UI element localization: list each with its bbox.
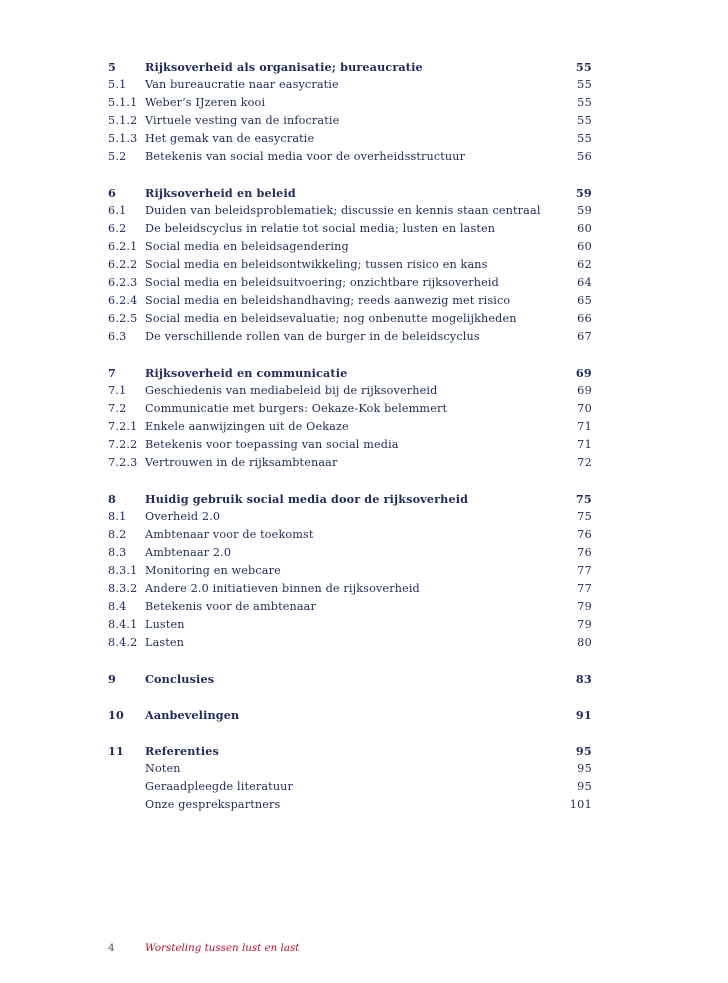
- toc-page-number: 55: [577, 114, 592, 127]
- toc-page-number: 64: [577, 276, 592, 289]
- toc-entry-row[interactable]: [108, 562, 592, 580]
- toc-page-number: 76: [577, 546, 592, 559]
- toc-page-number: 71: [577, 420, 592, 433]
- toc-title: Aanbevelingen: [145, 708, 240, 722]
- toc-page-number: 75: [577, 510, 592, 523]
- table-of-contents: [108, 58, 592, 814]
- toc-entry-row[interactable]: [108, 202, 592, 220]
- toc-entry-row[interactable]: [108, 328, 592, 346]
- toc-entry-row[interactable]: [108, 130, 592, 148]
- toc-entry-row[interactable]: [108, 112, 592, 130]
- toc-number: 7.2.2: [108, 438, 138, 451]
- section-gap: [108, 472, 592, 490]
- toc-title: Betekenis voor de ambtenaar: [145, 600, 316, 613]
- toc-page-number: 59: [575, 186, 592, 200]
- toc-number: 5.2: [108, 150, 127, 163]
- toc-number: 6.2.1: [108, 240, 138, 253]
- toc-number: 6.2: [108, 222, 127, 235]
- toc-page-number: 60: [577, 240, 592, 253]
- toc-title: Monitoring en webcare: [145, 564, 281, 577]
- toc-number: 5: [108, 60, 116, 74]
- toc-number: 5.1.3: [108, 132, 138, 145]
- toc-number: 6: [108, 186, 116, 200]
- toc-entry-row[interactable]: [108, 382, 592, 400]
- toc-page-number: 72: [577, 456, 592, 469]
- toc-title: Virtuele vesting van de infocratie: [145, 114, 340, 127]
- toc-title: Ambtenaar 2.0: [145, 546, 232, 559]
- toc-page-number: 101: [569, 798, 592, 811]
- toc-page-number: 59: [577, 204, 592, 217]
- toc-title: Onze gesprekspartners: [145, 798, 281, 811]
- toc-title: Social media en beleidsagendering: [145, 240, 349, 253]
- toc-title: Andere 2.0 initiatieven binnen de rijksoverheid: [145, 582, 420, 595]
- toc-entry-row[interactable]: [108, 76, 592, 94]
- toc-page-number: 91: [575, 708, 592, 722]
- toc-page-number: 77: [577, 582, 592, 595]
- toc-page-number: 95: [577, 762, 592, 775]
- toc-chapter-row[interactable]: [108, 670, 592, 688]
- toc-title: Het gemak van de easycratie: [145, 132, 315, 145]
- toc-number: 6.2.2: [108, 258, 138, 271]
- toc-title: Social media en beleidsuitvoering; onzichtbare rijksoverheid: [145, 276, 499, 289]
- toc-title: Social media en beleidsontwikkeling; tussen risico en kans: [145, 258, 488, 271]
- toc-entry-row[interactable]: [108, 598, 592, 616]
- toc-entry-row[interactable]: [108, 274, 592, 292]
- toc-page-number: 95: [575, 744, 592, 758]
- toc-title: Vertrouwen in de rijksambtenaar: [145, 456, 338, 469]
- toc-entry-row[interactable]: [108, 526, 592, 544]
- toc-entry-row[interactable]: [108, 238, 592, 256]
- toc-page-number: 83: [575, 672, 592, 686]
- toc-title: Noten: [145, 762, 181, 775]
- toc-title: Huidig gebruik social media door de rijksoverheid: [145, 492, 469, 506]
- toc-entry-row[interactable]: [108, 94, 592, 112]
- toc-number: 6.2.3: [108, 276, 138, 289]
- toc-number: 6.3: [108, 330, 127, 343]
- toc-number: 8: [108, 492, 116, 506]
- toc-page-number: 55: [575, 60, 592, 74]
- toc-page-number: 76: [577, 528, 592, 541]
- toc-title: Betekenis van social media voor de overheidsstructuur: [145, 150, 466, 163]
- toc-title: Enkele aanwijzingen uit de Oekaze: [145, 420, 349, 433]
- toc-number: 7: [108, 366, 116, 380]
- toc-page-number: 65: [577, 294, 592, 307]
- toc-entry-row[interactable]: [108, 400, 592, 418]
- toc-entry-row[interactable]: [108, 418, 592, 436]
- toc-entry-row[interactable]: [108, 580, 592, 598]
- toc-entry-row[interactable]: [108, 454, 592, 472]
- toc-title: Overheid 2.0: [145, 510, 221, 523]
- toc-chapter-row[interactable]: [108, 706, 592, 724]
- toc-page-number: 55: [577, 96, 592, 109]
- toc-title: Social media en beleidshandhaving; reeds aanwezig met risico: [145, 294, 511, 307]
- section-gap: [108, 166, 592, 184]
- toc-chapter-row[interactable]: [108, 490, 592, 508]
- toc-chapter-row[interactable]: [108, 364, 592, 382]
- toc-page-number: 95: [577, 780, 592, 793]
- toc-title: De verschillende rollen van de burger in de beleidscyclus: [145, 330, 480, 343]
- toc-number: 8.3: [108, 546, 127, 559]
- toc-number: 9: [108, 672, 116, 686]
- toc-number: 8.4: [108, 600, 127, 613]
- toc-title: Social media en beleidsevaluatie; nog onbenutte mogelijkheden: [145, 312, 517, 325]
- toc-number: 7.2.1: [108, 420, 138, 433]
- toc-number: 8.1: [108, 510, 127, 523]
- toc-title: Betekenis voor toepassing van social media: [145, 438, 399, 451]
- toc-title: Van bureaucratie naar easycratie: [145, 78, 339, 91]
- toc-title: Duiden van beleidsproblematiek; discussie en kennis staan centraal: [145, 204, 541, 217]
- toc-title: Communicatie met burgers: Oekaze-Kok belemmert: [145, 402, 448, 415]
- toc-chapter-row[interactable]: [108, 742, 592, 760]
- toc-number: 11: [108, 744, 124, 758]
- footer-title: Worsteling tussen lust en last: [145, 942, 300, 954]
- toc-page-number: 70: [577, 402, 592, 415]
- toc-chapter-row[interactable]: [108, 184, 592, 202]
- toc-entry-row[interactable]: [108, 436, 592, 454]
- toc-page-number: 66: [577, 312, 592, 325]
- toc-entry-row[interactable]: [108, 220, 592, 238]
- toc-number: 8.4.2: [108, 636, 138, 649]
- section-gap: [108, 688, 592, 706]
- toc-title: Geschiedenis van mediabeleid bij de rijksoverheid: [145, 384, 438, 397]
- footer-page-number: 4: [108, 942, 115, 954]
- toc-title: Lasten: [145, 636, 185, 649]
- toc-title: Geraadpleegde literatuur: [145, 780, 294, 793]
- toc-number: 8.3.1: [108, 564, 138, 577]
- toc-number: 5.1.2: [108, 114, 138, 127]
- toc-page-number: 55: [577, 78, 592, 91]
- toc-title: Weber’s IJzeren kooi: [145, 96, 266, 109]
- toc-page-number: 60: [577, 222, 592, 235]
- toc-entry-row[interactable]: [108, 616, 592, 634]
- toc-entry-row[interactable]: [108, 256, 592, 274]
- toc-number: 7.1: [108, 384, 127, 397]
- toc-number: 8.3.2: [108, 582, 138, 595]
- toc-page-number: 62: [577, 258, 592, 271]
- toc-title: Rijksoverheid als organisatie; bureaucratie: [145, 60, 423, 74]
- toc-page-number: 67: [577, 330, 592, 343]
- section-gap: [108, 724, 592, 742]
- toc-number: 8.2: [108, 528, 127, 541]
- toc-title: Ambtenaar voor de toekomst: [145, 528, 314, 541]
- toc-page-number: 80: [577, 636, 592, 649]
- toc-entry-row[interactable]: [108, 544, 592, 562]
- toc-entry-row[interactable]: [108, 760, 592, 778]
- toc-number: 5.1: [108, 78, 127, 91]
- toc-number: 7.2: [108, 402, 127, 415]
- toc-number: 7.2.3: [108, 456, 138, 469]
- toc-page-number: 69: [575, 366, 592, 380]
- toc-title: Conclusies: [145, 672, 215, 686]
- toc-title: Rijksoverheid en communicatie: [145, 366, 348, 380]
- toc-entry-row[interactable]: [108, 310, 592, 328]
- toc-entry-row[interactable]: [108, 778, 592, 796]
- toc-number: 8.4.1: [108, 618, 138, 631]
- toc-page-number: 56: [577, 150, 592, 163]
- toc-entry-row[interactable]: [108, 508, 592, 526]
- toc-number: 5.1.1: [108, 96, 138, 109]
- toc-entry-row[interactable]: [108, 148, 592, 166]
- toc-page-number: 79: [577, 618, 592, 631]
- toc-page-number: 69: [577, 384, 592, 397]
- toc-number: 10: [108, 708, 124, 722]
- toc-page-number: 75: [575, 492, 592, 506]
- toc-title: Referenties: [145, 744, 219, 758]
- toc-page-number: 71: [577, 438, 592, 451]
- toc-title: Lusten: [145, 618, 185, 631]
- toc-title: Rijksoverheid en beleid: [145, 186, 296, 200]
- section-gap: [108, 346, 592, 364]
- toc-page-number: 77: [577, 564, 592, 577]
- toc-page-number: 79: [577, 600, 592, 613]
- toc-entry-row[interactable]: [108, 292, 592, 310]
- toc-entry-row[interactable]: [108, 634, 592, 652]
- toc-chapter-row[interactable]: [108, 58, 592, 76]
- toc-entry-row[interactable]: [108, 796, 592, 814]
- toc-number: 6.2.5: [108, 312, 138, 325]
- toc-page-number: 55: [577, 132, 592, 145]
- toc-number: 6.2.4: [108, 294, 138, 307]
- toc-title: De beleidscyclus in relatie tot social media; lusten en lasten: [145, 222, 496, 235]
- toc-number: 6.1: [108, 204, 127, 217]
- section-gap: [108, 652, 592, 670]
